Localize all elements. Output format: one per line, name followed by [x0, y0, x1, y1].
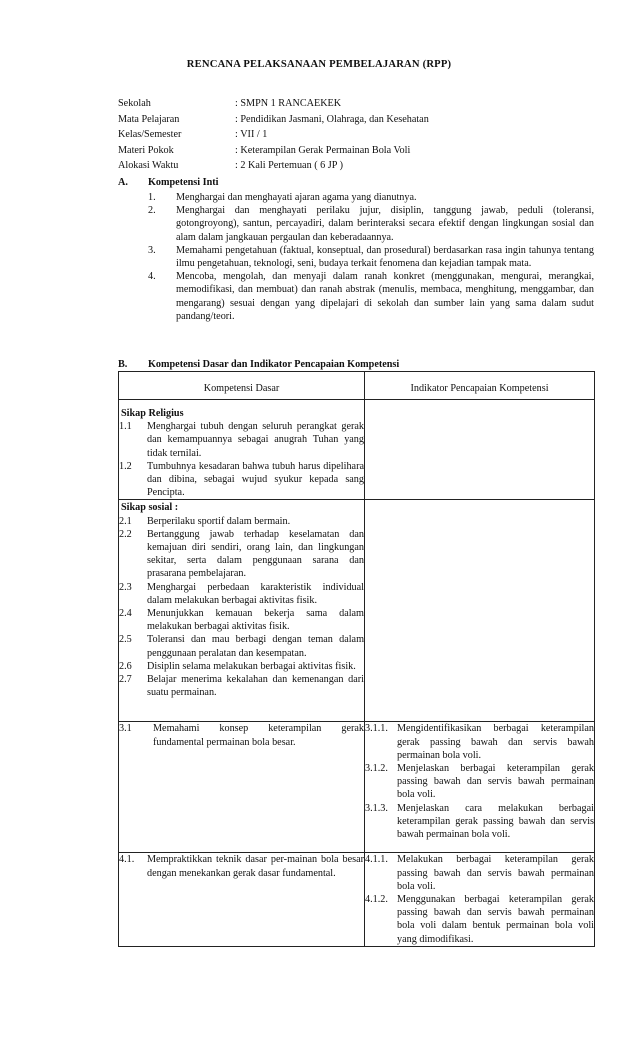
identity-row — [118, 159, 598, 175]
section-heading — [118, 176, 594, 191]
list-item — [118, 204, 594, 244]
item-number: 2. — [148, 205, 156, 217]
indicator-item — [365, 762, 594, 802]
item-number: 2.5 — [119, 634, 132, 646]
item-number: 1.2 — [119, 460, 132, 472]
item-number: 2.4 — [119, 608, 132, 620]
table-cell — [365, 853, 595, 946]
list-item — [119, 420, 364, 460]
group-heading: Sikap Religius — [121, 408, 184, 419]
list-item — [119, 528, 364, 581]
item-number: 2.3 — [119, 581, 132, 593]
group-heading: Sikap sosial : — [121, 502, 179, 514]
identity-block — [118, 97, 598, 175]
item-number: 1.1 — [119, 421, 132, 433]
header-label: Kompetensi Dasar — [203, 383, 280, 395]
table-cell — [119, 853, 365, 946]
section-letter: B. — [118, 359, 128, 370]
indicator-text: Menjelaskan berbagai keterampilan gerak passing bawah dan servis bawah permainan bola voli. — [397, 763, 594, 801]
identity-key: Kelas/Semester — [118, 129, 182, 141]
table-cell — [119, 400, 365, 500]
table-row — [119, 400, 595, 500]
identity-key: Mata Pelajaran — [118, 113, 180, 125]
list-item — [119, 673, 364, 699]
identity-key: Sekolah — [118, 98, 151, 109]
indicator-item — [365, 893, 594, 946]
item-number: 2.2 — [119, 528, 132, 540]
identity-key: Materi Pokok — [118, 144, 174, 156]
list-item — [118, 191, 594, 204]
indicator-number: 3.1.3. — [365, 802, 388, 814]
table-cell — [365, 400, 595, 500]
item-text: Disiplin selama melakukan berbagai aktivitas fisik. — [147, 660, 356, 672]
item-text: Menunjukkan kemauan bekerja sama dalam melakukan berbagai aktivitas fisik. — [147, 608, 364, 633]
indicator-text: Mengidentifikasikan berbagai keterampilan gerak passing bawah dan servis bawah permainan bola voli. — [397, 723, 594, 761]
identity-value: : 2 Kali Pertemuan ( 6 JP ) — [235, 160, 343, 172]
table-cell — [365, 500, 595, 722]
item-number: 2.1 — [119, 515, 132, 527]
indicator-text: Menggunakan berbagai keterampilan gerak passing bawah dan servis bawah permainan bola voli dalam bentuk permainan bola voli yang dimodifikasi. — [397, 894, 594, 945]
item-number: 3. — [148, 244, 156, 256]
indicator-number: 4.1.2. — [365, 894, 388, 906]
list-item — [118, 244, 594, 270]
indicator-number: 3.1.1. — [365, 723, 388, 735]
item-text: Toleransi dan mau berbagi dengan teman dalam penggunaan peralatan dan kesempatan. — [147, 634, 364, 659]
item-text: Berperilaku sportif dalam bermain. — [147, 515, 291, 527]
item-number: 4. — [148, 271, 156, 283]
item-text: Mempraktikkan teknik dasar per-mainan bola besar dengan menekankan gerak dasar fundamental. — [147, 854, 364, 879]
column-header-kd — [119, 372, 365, 400]
indicator-text: Melakukan berbagai keterampilan gerak passing bawah dan servis bawah permainan bola voli. — [397, 854, 594, 892]
item-text: Menghargai perbedaan karakteristik individual dalam melakukan berbagai aktivitas fisik. — [147, 581, 364, 606]
section-letter: A. — [118, 177, 128, 188]
item-number: 1. — [148, 192, 156, 203]
item-number: 2.7 — [119, 674, 132, 686]
indicator-text: Menjelaskan cara melakukan berbagai keterampilan gerak passing bawah dan servis bawah permainan bola voli. — [397, 802, 594, 841]
item-text: Memahami konsep keterampilan gerak fundamental permainan bola besar. — [153, 723, 364, 748]
section-kompetensi-inti — [118, 176, 594, 323]
identity-value: : VII / 1 — [235, 129, 268, 141]
table-cell — [119, 722, 365, 853]
item-text: Menghargai dan menghayati perilaku jujur, disiplin, tanggung jawab, peduli (toleransi, gotongroyong), santun, percayadiri, dalam berinteraksi secara efektif dengan lingkungan sosial dan alam dalam jangkauan pergaulan dan keberadaannya. — [176, 205, 594, 243]
indicator-item — [365, 853, 594, 893]
indicator-item — [365, 802, 594, 842]
table-header-row — [119, 372, 595, 400]
identity-row — [118, 113, 598, 129]
column-header-ipk — [365, 372, 595, 400]
item-text: Mencoba, mengolah, dan menyaji dalam ranah konkret (menggunakan, mengurai, merangkai, memodifikasi, dan membuat) dan ranah abstrak (menulis, membaca, menghitung, menggambar, dan mengarang) sesuai dengan yang dipelajari di sekolah dan sumber lain yang sama dalam sudut pandang/teori. — [176, 271, 594, 322]
document-title: RENCANA PELAKSANAAN PEMBELAJARAN (RPP) — [186, 59, 452, 70]
table-cell — [365, 722, 595, 853]
indicator-item — [365, 722, 594, 762]
item-text: Memahami pengetahuan (faktual, konseptual, dan prosedural) berdasarkan rasa ingin tahunya tentang ilmu pengetahuan, teknologi, seni, budaya terkait fenomena dan kejadian tampak mata. — [176, 244, 594, 270]
item-text: Bertanggung jawab terhadap keselamatan dan kemajuan diri sendiri, orang lain, dan lingkungan sekitar, serta dalam penggunaan sarana dan prasarana pembelajaran. — [147, 528, 364, 580]
identity-row — [118, 128, 598, 144]
section-title: Kompetensi Dasar dan Indikator Pencapaian Kompetensi — [148, 359, 400, 370]
list-item — [119, 460, 364, 500]
identity-value: : SMPN 1 RANCAEKEK — [235, 98, 342, 109]
list-item — [119, 660, 364, 673]
list-item — [118, 270, 594, 323]
item-text: Menghargai dan menghayati ajaran agama yang dianutnya. — [176, 192, 417, 203]
list-item — [119, 515, 364, 528]
item-number: 4.1. — [119, 854, 135, 866]
section-title: Kompetensi Inti — [148, 177, 219, 188]
table-row — [119, 722, 595, 853]
list-item — [119, 633, 364, 659]
list-item — [119, 581, 364, 607]
identity-key: Alokasi Waktu — [118, 160, 179, 172]
item-text: Menghargai tubuh dengan seluruh perangkat gerak dan kemampuannya sebagai anugrah Tuhan yang tidak ternilai. — [147, 421, 364, 459]
identity-value: : Keterampilan Gerak Permainan Bola Voli — [235, 144, 411, 156]
item-text: Tumbuhnya kesadaran bahwa tubuh harus dipelihara dan dibina, sebagai wujud syukur kepada sang Pencipta. — [147, 460, 364, 499]
table-row — [119, 500, 595, 722]
item-number: 2.6 — [119, 660, 132, 672]
header-label: Indikator Pencapaian Kompetensi — [410, 383, 549, 395]
item-text: Belajar menerima kekalahan dan kemenangan dari suatu permainan. — [147, 674, 364, 699]
list-item — [119, 607, 364, 633]
identity-row — [118, 144, 598, 160]
identity-value: : Pendidikan Jasmani, Olahraga, dan Kesehatan — [235, 113, 429, 125]
list-item — [119, 722, 364, 748]
table-cell — [119, 500, 365, 722]
table-row — [119, 853, 595, 946]
list-item — [119, 853, 364, 879]
identity-row — [118, 97, 598, 113]
indicator-number: 4.1.1. — [365, 854, 388, 866]
indicator-number: 3.1.2. — [365, 763, 388, 775]
item-number: 3.1 — [119, 723, 132, 735]
competency-table — [118, 371, 595, 947]
